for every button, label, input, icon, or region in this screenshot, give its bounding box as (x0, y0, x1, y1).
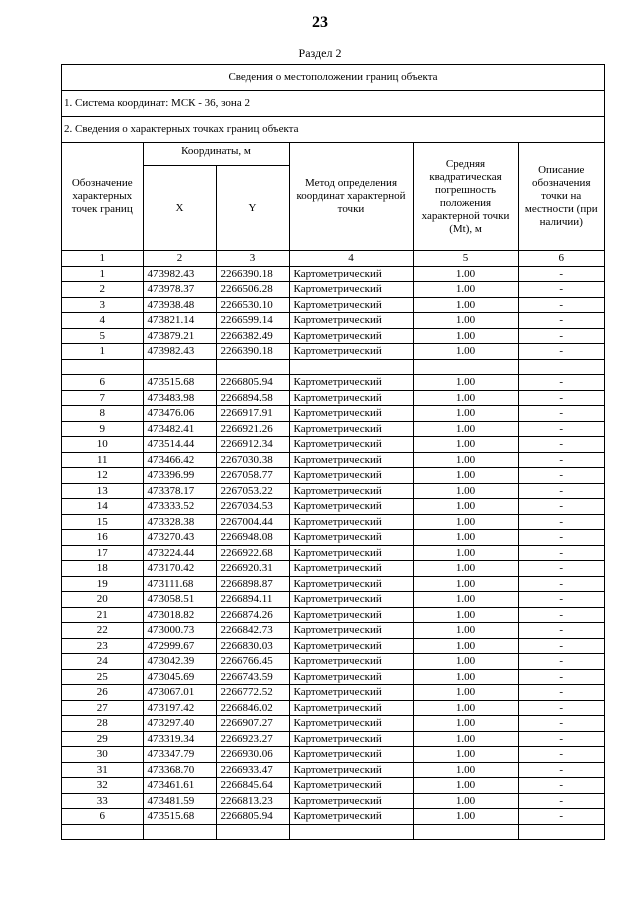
error-cell: 1.00 (413, 607, 518, 623)
error-cell: 1.00 (413, 762, 518, 778)
table-row (62, 406, 604, 422)
coord-x: 473170.42 (143, 561, 216, 577)
description-cell: - (518, 421, 604, 437)
coord-y: 2266772.52 (216, 685, 289, 701)
coord-x: 473515.68 (143, 375, 216, 391)
table-row (62, 685, 604, 701)
description-cell: - (518, 731, 604, 747)
error-cell: 1.00 (413, 483, 518, 499)
description-cell: - (518, 716, 604, 732)
coord-x: 473879.21 (143, 328, 216, 344)
description-cell: - (518, 344, 604, 360)
table-row (62, 483, 604, 499)
point-number: 29 (62, 731, 143, 747)
method-cell: Картометрический (289, 607, 413, 623)
point-number: 4 (62, 313, 143, 329)
error-cell: 1.00 (413, 747, 518, 763)
description-cell: - (518, 297, 604, 313)
coord-x: 473483.98 (143, 390, 216, 406)
block-title: Сведения о местоположении границ объекта (62, 65, 604, 91)
table-row (62, 793, 604, 809)
coord-y: 2266894.58 (216, 390, 289, 406)
header-y: Y (216, 166, 289, 251)
point-number: 3 (62, 297, 143, 313)
table-row (62, 669, 604, 685)
error-cell: 1.00 (413, 809, 518, 825)
error-cell: 1.00 (413, 297, 518, 313)
point-number: 14 (62, 499, 143, 515)
coord-x: 473938.48 (143, 297, 216, 313)
column-number: 6 (518, 251, 604, 267)
error-cell: 1.00 (413, 499, 518, 515)
method-cell: Картометрический (289, 561, 413, 577)
table-row (62, 638, 604, 654)
error-cell: 1.00 (413, 375, 518, 391)
description-cell: - (518, 638, 604, 654)
coord-x: 473111.68 (143, 576, 216, 592)
method-cell: Картометрический (289, 654, 413, 670)
table-row (62, 576, 604, 592)
page-number: 23 (312, 14, 328, 31)
coord-y: 2266874.26 (216, 607, 289, 623)
coord-x: 473224.44 (143, 545, 216, 561)
coord-x: 473461.61 (143, 778, 216, 794)
description-cell: - (518, 406, 604, 422)
description-cell: - (518, 390, 604, 406)
method-cell: Картометрический (289, 747, 413, 763)
coord-y: 2266813.23 (216, 793, 289, 809)
coord-y: 2266917.91 (216, 406, 289, 422)
error-cell: 1.00 (413, 545, 518, 561)
coord-y: 2266846.02 (216, 700, 289, 716)
description-cell: - (518, 499, 604, 515)
description-cell: - (518, 514, 604, 530)
method-cell: Картометрический (289, 421, 413, 437)
description-cell: - (518, 375, 604, 391)
description-cell: - (518, 328, 604, 344)
point-number: 18 (62, 561, 143, 577)
coord-y: 2266948.08 (216, 530, 289, 546)
description-cell: - (518, 669, 604, 685)
table-row (62, 654, 604, 670)
error-cell: 1.00 (413, 561, 518, 577)
description-cell: - (518, 778, 604, 794)
error-cell: 1.00 (413, 731, 518, 747)
column-number-row (62, 251, 604, 267)
column-number: 4 (289, 251, 413, 267)
method-cell: Картометрический (289, 592, 413, 608)
description-cell: - (518, 809, 604, 825)
empty-row (62, 359, 604, 375)
empty-cell (518, 824, 604, 839)
method-cell: Картометрический (289, 576, 413, 592)
coordinate-system-line: 1. Система координат: МСК - 36, зона 2 (62, 91, 604, 117)
point-number: 6 (62, 809, 143, 825)
table-row (62, 607, 604, 623)
point-number: 15 (62, 514, 143, 530)
table-row (62, 623, 604, 639)
description-cell: - (518, 530, 604, 546)
table-row (62, 437, 604, 453)
empty-row (62, 824, 604, 839)
method-cell: Картометрический (289, 297, 413, 313)
points-table (62, 143, 604, 839)
method-cell: Картометрический (289, 638, 413, 654)
point-number: 11 (62, 452, 143, 468)
point-number: 7 (62, 390, 143, 406)
table-row (62, 700, 604, 716)
coord-x: 473982.43 (143, 266, 216, 282)
coord-y: 2266921.26 (216, 421, 289, 437)
empty-cell (518, 359, 604, 375)
coord-x: 473197.42 (143, 700, 216, 716)
error-cell: 1.00 (413, 778, 518, 794)
method-cell: Картометрический (289, 266, 413, 282)
method-cell: Картометрический (289, 483, 413, 499)
coord-y: 2266805.94 (216, 375, 289, 391)
point-number: 17 (62, 545, 143, 561)
description-cell: - (518, 452, 604, 468)
empty-cell (62, 359, 143, 375)
point-number: 19 (62, 576, 143, 592)
error-cell: 1.00 (413, 328, 518, 344)
point-number: 27 (62, 700, 143, 716)
column-number: 3 (216, 251, 289, 267)
header-error: Средняя квадратическая погрешность положения характерной точки (Mt), м (413, 143, 518, 251)
coord-y: 2267053.22 (216, 483, 289, 499)
empty-cell (289, 824, 413, 839)
table-row (62, 545, 604, 561)
coordinates-sheet (61, 64, 605, 840)
error-cell: 1.00 (413, 282, 518, 298)
description-cell: - (518, 747, 604, 763)
method-cell: Картометрический (289, 375, 413, 391)
coord-x: 473297.40 (143, 716, 216, 732)
method-cell: Картометрический (289, 716, 413, 732)
coord-x: 473368.70 (143, 762, 216, 778)
error-cell: 1.00 (413, 685, 518, 701)
description-cell: - (518, 437, 604, 453)
error-cell: 1.00 (413, 716, 518, 732)
coord-x: 473000.73 (143, 623, 216, 639)
point-number: 21 (62, 607, 143, 623)
error-cell: 1.00 (413, 514, 518, 530)
coord-x: 473042.39 (143, 654, 216, 670)
description-cell: - (518, 468, 604, 484)
error-cell: 1.00 (413, 266, 518, 282)
coord-y: 2266599.14 (216, 313, 289, 329)
point-number: 24 (62, 654, 143, 670)
coord-x: 473378.17 (143, 483, 216, 499)
coord-x: 473319.34 (143, 731, 216, 747)
coord-x: 473821.14 (143, 313, 216, 329)
empty-cell (216, 824, 289, 839)
coord-x: 473045.69 (143, 669, 216, 685)
description-cell: - (518, 282, 604, 298)
coord-y: 2266506.28 (216, 282, 289, 298)
coord-y: 2266920.31 (216, 561, 289, 577)
empty-cell (289, 359, 413, 375)
table-row (62, 716, 604, 732)
empty-cell (143, 824, 216, 839)
error-cell: 1.00 (413, 793, 518, 809)
error-cell: 1.00 (413, 468, 518, 484)
coord-x: 473978.37 (143, 282, 216, 298)
method-cell: Картометрический (289, 530, 413, 546)
table-row (62, 561, 604, 577)
point-number: 25 (62, 669, 143, 685)
error-cell: 1.00 (413, 437, 518, 453)
point-number: 9 (62, 421, 143, 437)
column-number: 2 (143, 251, 216, 267)
description-cell: - (518, 700, 604, 716)
table-row (62, 390, 604, 406)
coord-y: 2266922.68 (216, 545, 289, 561)
point-number: 5 (62, 328, 143, 344)
point-number: 33 (62, 793, 143, 809)
table-row (62, 468, 604, 484)
coord-y: 2266845.64 (216, 778, 289, 794)
description-cell: - (518, 545, 604, 561)
point-number: 32 (62, 778, 143, 794)
coord-y: 2266923.27 (216, 731, 289, 747)
table-row (62, 452, 604, 468)
method-cell: Картометрический (289, 685, 413, 701)
method-cell: Картометрический (289, 514, 413, 530)
table-row (62, 592, 604, 608)
point-number: 1 (62, 266, 143, 282)
empty-cell (143, 359, 216, 375)
coord-x: 473982.43 (143, 344, 216, 360)
description-cell: - (518, 685, 604, 701)
coord-x: 473347.79 (143, 747, 216, 763)
coord-x: 473333.52 (143, 499, 216, 515)
description-cell: - (518, 561, 604, 577)
point-number: 30 (62, 747, 143, 763)
coord-x: 473396.99 (143, 468, 216, 484)
coord-y: 2266390.18 (216, 266, 289, 282)
error-cell: 1.00 (413, 530, 518, 546)
method-cell: Картометрический (289, 793, 413, 809)
table-row (62, 499, 604, 515)
coord-y: 2266830.03 (216, 638, 289, 654)
coord-x: 473328.38 (143, 514, 216, 530)
method-cell: Картометрический (289, 762, 413, 778)
method-cell: Картометрический (289, 468, 413, 484)
point-number: 12 (62, 468, 143, 484)
coord-y: 2266530.10 (216, 297, 289, 313)
description-cell: - (518, 654, 604, 670)
point-number: 1 (62, 344, 143, 360)
method-cell: Картометрический (289, 328, 413, 344)
description-cell: - (518, 483, 604, 499)
coord-x: 473482.41 (143, 421, 216, 437)
table-row (62, 328, 604, 344)
table-row (62, 375, 604, 391)
table-row (62, 762, 604, 778)
method-cell: Картометрический (289, 731, 413, 747)
error-cell: 1.00 (413, 452, 518, 468)
error-cell: 1.00 (413, 638, 518, 654)
table-row (62, 297, 604, 313)
table-row (62, 313, 604, 329)
coord-y: 2267058.77 (216, 468, 289, 484)
section-title: Раздел 2 (298, 46, 342, 60)
table-row (62, 747, 604, 763)
table-row (62, 514, 604, 530)
point-number: 22 (62, 623, 143, 639)
coord-x: 473476.06 (143, 406, 216, 422)
coord-x: 473058.51 (143, 592, 216, 608)
header-coordinates: Координаты, м (143, 143, 289, 166)
error-cell: 1.00 (413, 421, 518, 437)
method-cell: Картометрический (289, 545, 413, 561)
empty-cell (413, 824, 518, 839)
coord-y: 2266382.49 (216, 328, 289, 344)
table-row (62, 421, 604, 437)
method-cell: Картометрический (289, 406, 413, 422)
error-cell: 1.00 (413, 592, 518, 608)
description-cell: - (518, 793, 604, 809)
coord-y: 2266390.18 (216, 344, 289, 360)
error-cell: 1.00 (413, 406, 518, 422)
coord-x: 472999.67 (143, 638, 216, 654)
point-number: 28 (62, 716, 143, 732)
header-x: X (143, 166, 216, 251)
error-cell: 1.00 (413, 623, 518, 639)
description-cell: - (518, 607, 604, 623)
description-cell: - (518, 576, 604, 592)
method-cell: Картометрический (289, 499, 413, 515)
error-cell: 1.00 (413, 576, 518, 592)
coord-y: 2266842.73 (216, 623, 289, 639)
empty-cell (62, 824, 143, 839)
coord-y: 2266743.59 (216, 669, 289, 685)
characteristic-points-line: 2. Сведения о характерных точках границ объекта (62, 117, 604, 143)
table-row (62, 731, 604, 747)
table-row (62, 809, 604, 825)
point-number: 31 (62, 762, 143, 778)
coord-y: 2266805.94 (216, 809, 289, 825)
description-cell: - (518, 762, 604, 778)
table-row (62, 778, 604, 794)
method-cell: Картометрический (289, 390, 413, 406)
coord-x: 473018.82 (143, 607, 216, 623)
coord-x: 473514.44 (143, 437, 216, 453)
point-number: 8 (62, 406, 143, 422)
point-number: 2 (62, 282, 143, 298)
coord-y: 2267004.44 (216, 514, 289, 530)
table-row (62, 530, 604, 546)
error-cell: 1.00 (413, 344, 518, 360)
header-method: Метод определения координат характерной точки (289, 143, 413, 251)
point-number: 20 (62, 592, 143, 608)
coord-y: 2266898.87 (216, 576, 289, 592)
point-number: 6 (62, 375, 143, 391)
error-cell: 1.00 (413, 390, 518, 406)
method-cell: Картометрический (289, 809, 413, 825)
method-cell: Картометрический (289, 700, 413, 716)
table-row (62, 266, 604, 282)
method-cell: Картометрический (289, 669, 413, 685)
column-number: 1 (62, 251, 143, 267)
description-cell: - (518, 592, 604, 608)
point-number: 13 (62, 483, 143, 499)
method-cell: Картометрический (289, 623, 413, 639)
error-cell: 1.00 (413, 654, 518, 670)
column-number: 5 (413, 251, 518, 267)
coord-y: 2266766.45 (216, 654, 289, 670)
description-cell: - (518, 266, 604, 282)
header-designation: Обозначение характерных точек границ (62, 143, 143, 251)
method-cell: Картометрический (289, 452, 413, 468)
header-description: Описание обозначения точки на местности (при наличии) (518, 143, 604, 251)
table-row (62, 282, 604, 298)
empty-cell (216, 359, 289, 375)
coord-x: 473067.01 (143, 685, 216, 701)
description-cell: - (518, 313, 604, 329)
coord-x: 473270.43 (143, 530, 216, 546)
point-number: 10 (62, 437, 143, 453)
method-cell: Картометрический (289, 313, 413, 329)
coord-y: 2266894.11 (216, 592, 289, 608)
method-cell: Картометрический (289, 778, 413, 794)
point-number: 23 (62, 638, 143, 654)
coord-y: 2266907.27 (216, 716, 289, 732)
method-cell: Картометрический (289, 344, 413, 360)
coord-x: 473466.42 (143, 452, 216, 468)
coord-x: 473481.59 (143, 793, 216, 809)
empty-cell (413, 359, 518, 375)
coord-y: 2266930.06 (216, 747, 289, 763)
error-cell: 1.00 (413, 669, 518, 685)
coord-y: 2266933.47 (216, 762, 289, 778)
point-number: 26 (62, 685, 143, 701)
method-cell: Картометрический (289, 282, 413, 298)
coord-y: 2267030.38 (216, 452, 289, 468)
coord-x: 473515.68 (143, 809, 216, 825)
coord-y: 2267034.53 (216, 499, 289, 515)
point-number: 16 (62, 530, 143, 546)
coord-y: 2266912.34 (216, 437, 289, 453)
description-cell: - (518, 623, 604, 639)
table-row (62, 344, 604, 360)
error-cell: 1.00 (413, 700, 518, 716)
error-cell: 1.00 (413, 313, 518, 329)
method-cell: Картометрический (289, 437, 413, 453)
